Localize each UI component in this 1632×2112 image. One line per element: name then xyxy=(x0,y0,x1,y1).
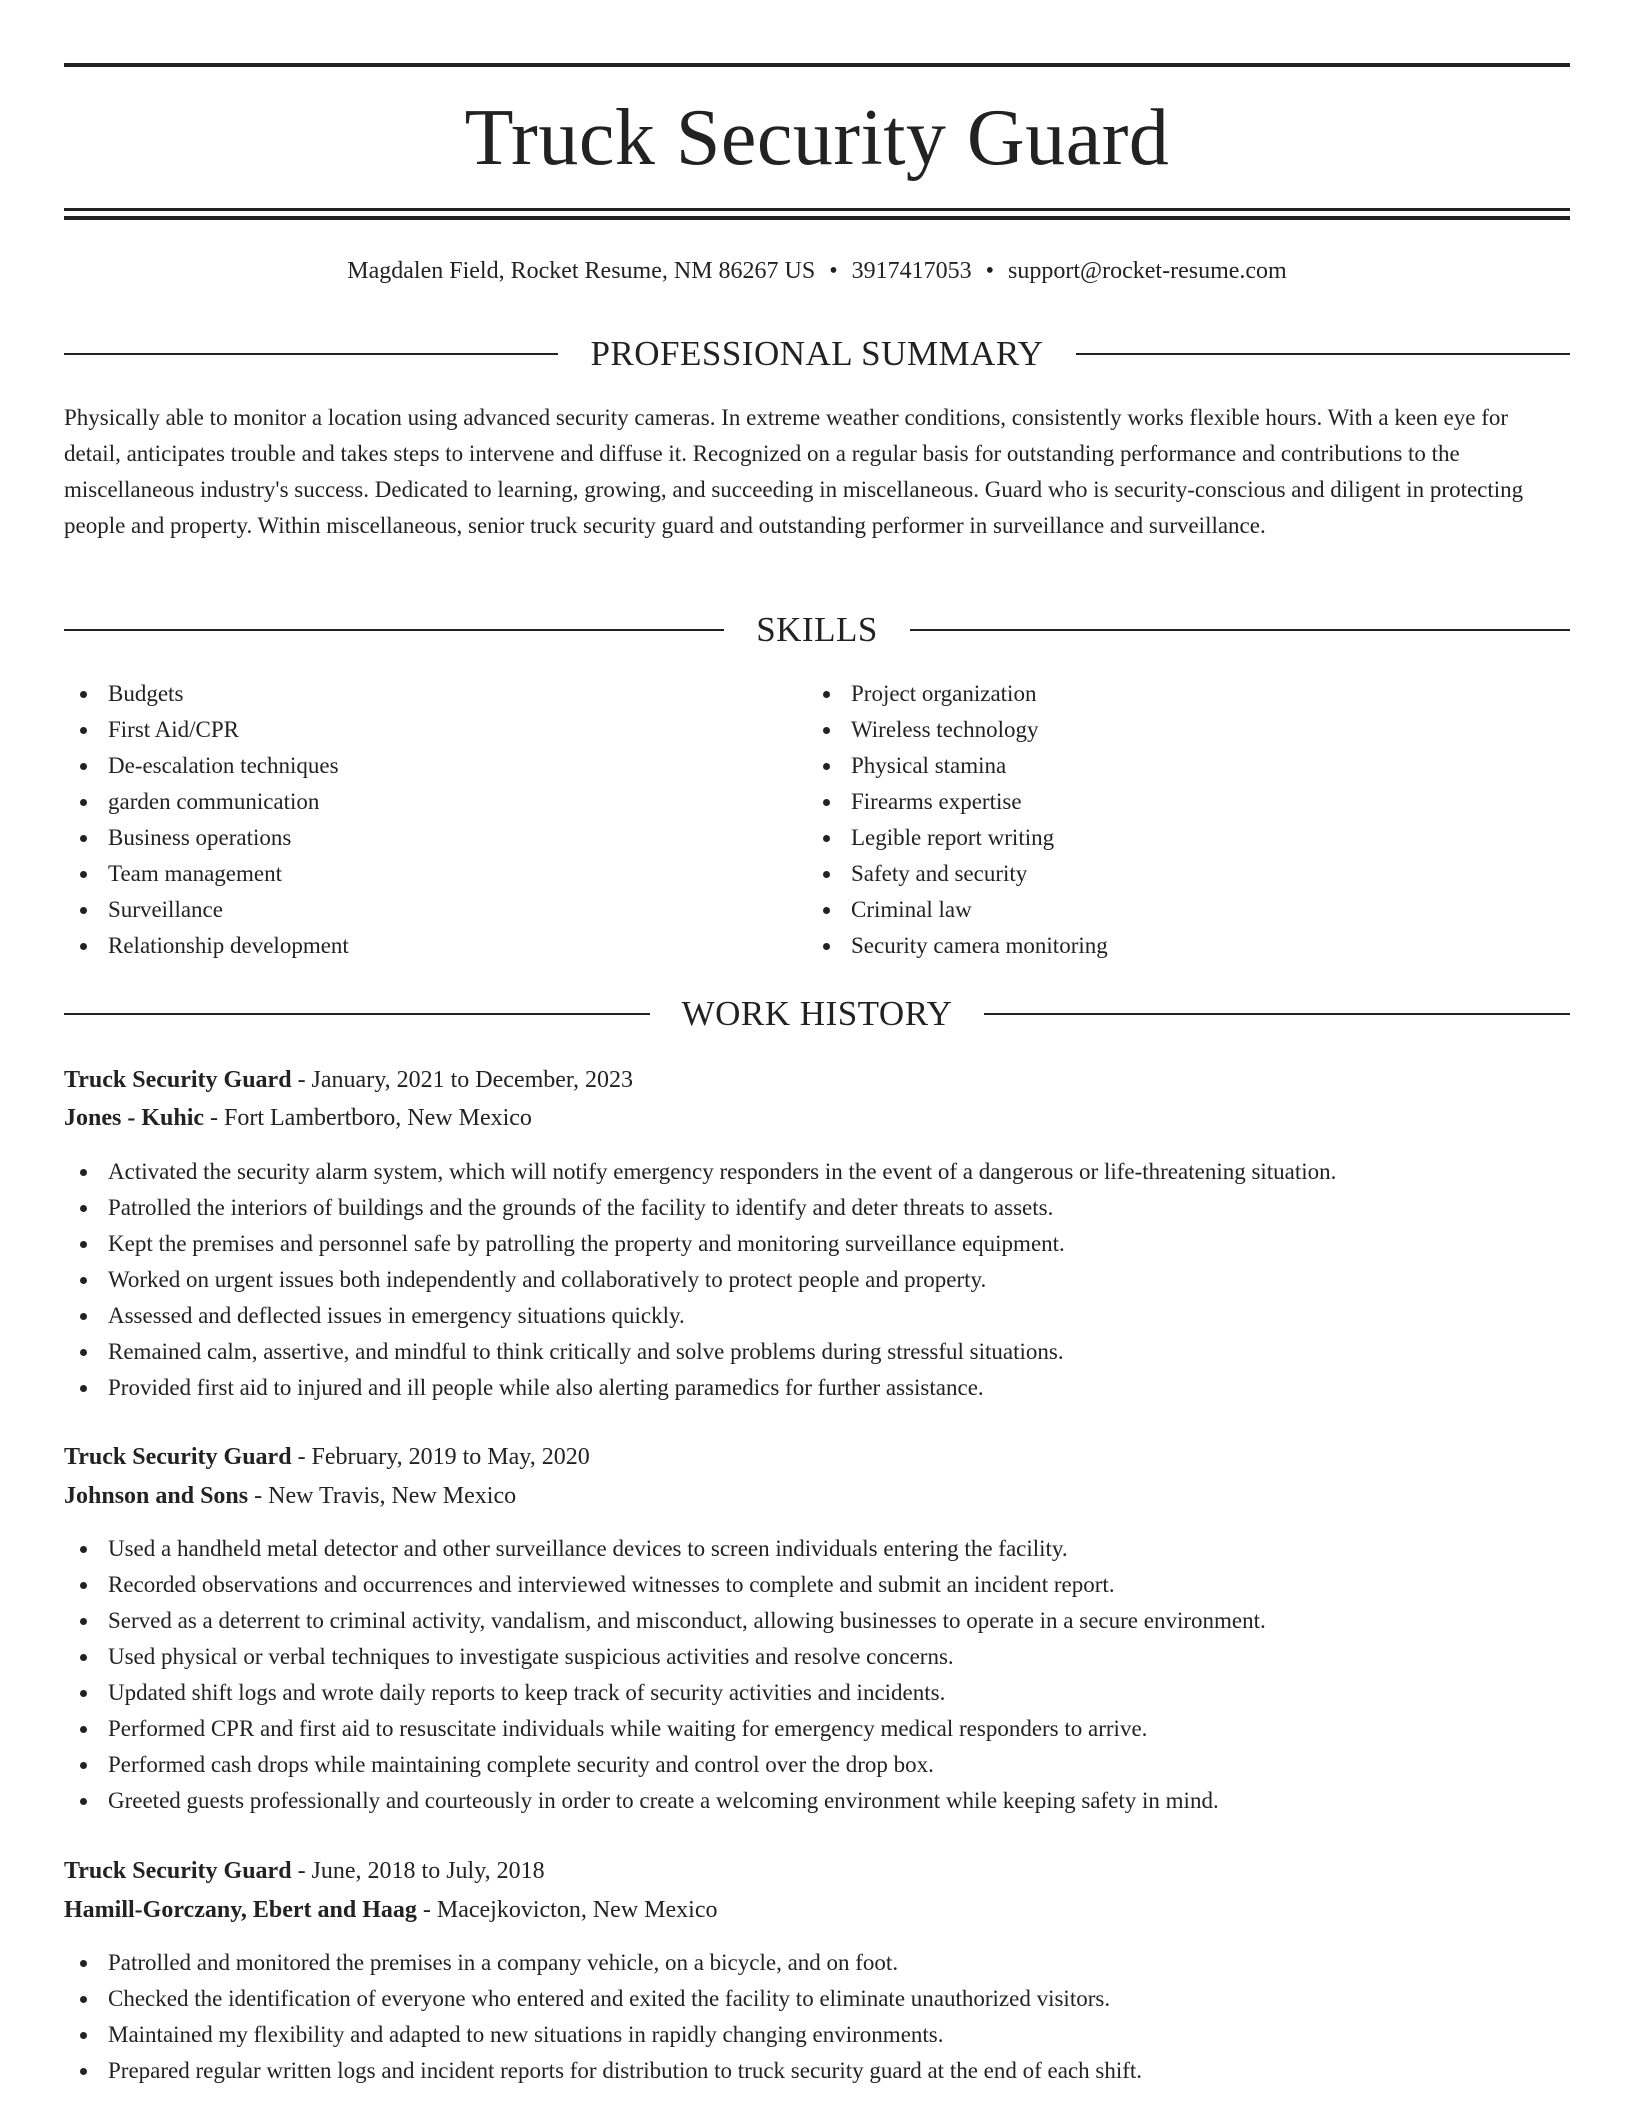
skill-item: Wireless technology xyxy=(807,712,1507,748)
contact-line xyxy=(64,256,1570,286)
job-dates: - June, 2018 to July, 2018 xyxy=(291,1858,545,1884)
summary-heading xyxy=(64,332,1570,376)
job-bullet: Provided first aid to injured and ill people while also alerting paramedics for further assistance. xyxy=(64,1370,1570,1406)
job-bullet: Kept the premises and personnel safe by patrolling the property and monitoring surveillance equipment. xyxy=(64,1226,1570,1262)
job-company: Hamill-Gorczany, Ebert and Haag xyxy=(64,1897,417,1923)
job-bullet: Recorded observations and occurrences and interviewed witnesses to complete and submit an incident report. xyxy=(64,1567,1570,1603)
job-company: Jones - Kuhic xyxy=(64,1105,205,1131)
job-title-line xyxy=(64,1438,590,1476)
skills-heading xyxy=(64,608,1570,652)
header-divider-thin xyxy=(64,208,1570,211)
job-bullet: Prepared regular written logs and incident reports for distribution to truck security guard at the end of each shift. xyxy=(64,2053,1570,2089)
contact-separator: • xyxy=(829,258,838,284)
job-bullet: Patrolled the interiors of buildings and the grounds of the facility to identify and deter threats to assets. xyxy=(64,1190,1570,1226)
work-title: WORK HISTORY xyxy=(681,994,953,1033)
job-bullets xyxy=(64,1531,1570,1819)
job-bullets xyxy=(64,1154,1570,1406)
job-bullet: Assessed and deflected issues in emergency situations quickly. xyxy=(64,1298,1570,1334)
job-title-line xyxy=(64,1061,633,1099)
job-bullet: Checked the identification of everyone who entered and exited the facility to eliminate unauthorized visitors. xyxy=(64,1981,1570,2017)
job-bullet: Maintained my flexibility and adapted to new situations in rapidly changing environments. xyxy=(64,2017,1570,2053)
job-company-line xyxy=(64,1099,532,1137)
heading-rule-left xyxy=(64,1013,650,1015)
job-company-line xyxy=(64,1477,516,1515)
skill-item: garden communication xyxy=(64,784,764,820)
job-bullet: Remained calm, assertive, and mindful to think critically and solve problems during stressful situations. xyxy=(64,1334,1570,1370)
skill-item: Business operations xyxy=(64,820,764,856)
job-title: Truck Security Guard xyxy=(64,1858,292,1884)
contact-address: Magdalen Field, Rocket Resume, NM 86267 US xyxy=(347,258,816,284)
skill-item: Physical stamina xyxy=(807,748,1507,784)
job-bullet: Worked on urgent issues both independently and collaboratively to protect people and property. xyxy=(64,1262,1570,1298)
job-bullet: Greeted guests professionally and courteously in order to create a welcoming environment while keeping safety in mind. xyxy=(64,1783,1570,1819)
job-bullets xyxy=(64,1945,1570,2089)
contact-phone: 3917417053 xyxy=(851,258,972,284)
skill-item: Safety and security xyxy=(807,856,1507,892)
job-bullet: Updated shift logs and wrote daily reports to keep track of security activities and incidents. xyxy=(64,1675,1570,1711)
job-company: Johnson and Sons xyxy=(64,1483,249,1509)
heading-rule-right xyxy=(984,1013,1570,1015)
header-divider-thick xyxy=(64,216,1570,220)
job-company-line xyxy=(64,1891,717,1929)
job-location: - New Travis, New Mexico xyxy=(248,1483,517,1509)
job-bullet: Activated the security alarm system, which will notify emergency responders in the event of a dangerous or life-threatening situation. xyxy=(64,1154,1570,1190)
job-bullet: Patrolled and monitored the premises in a company vehicle, on a bicycle, and on foot. xyxy=(64,1945,1570,1981)
skill-item: Criminal law xyxy=(807,892,1507,928)
job-dates: - February, 2019 to May, 2020 xyxy=(291,1444,590,1470)
heading-rule-left xyxy=(64,629,724,631)
job-bullet: Served as a deterrent to criminal activity, vandalism, and misconduct, allowing businesses to operate in a secure environment. xyxy=(64,1603,1570,1639)
skill-item: Relationship development xyxy=(64,928,764,964)
contact-email: support@rocket-resume.com xyxy=(1008,258,1287,284)
summary-text: Physically able to monitor a location using advanced security cameras. In extreme weather conditions, consistently works flexible hours. With a keen eye for detail, anticipates trouble and takes steps to intervene and diffuse it. Recognized on a regular basis for outstanding performance and contributions to the miscellaneous industry's success. Dedicated to learning, growing, and succeeding in miscellaneous. Guard who is security-conscious and diligent in protecting people and property. Within miscellaneous, senior truck security guard and outstanding performer in surveillance and surveillance. xyxy=(64,405,1524,538)
heading-rule-right xyxy=(910,629,1570,631)
skill-item: Budgets xyxy=(64,676,764,712)
job-title-line xyxy=(64,1852,545,1890)
resume-name: Truck Security Guard xyxy=(464,94,1170,182)
job-location: - Macejkovicton, New Mexico xyxy=(416,1897,718,1923)
skill-item: Team management xyxy=(64,856,764,892)
job-location: - Fort Lambertboro, New Mexico xyxy=(204,1105,532,1131)
heading-rule-right xyxy=(1076,353,1570,355)
job-bullet: Performed CPR and first aid to resuscitate individuals while waiting for emergency medical responders to arrive. xyxy=(64,1711,1570,1747)
skill-item: Surveillance xyxy=(64,892,764,928)
job-bullet: Performed cash drops while maintaining complete security and control over the drop box. xyxy=(64,1747,1570,1783)
skill-item: De-escalation techniques xyxy=(64,748,764,784)
summary-title: PROFESSIONAL SUMMARY xyxy=(590,334,1044,373)
skill-item: Firearms expertise xyxy=(807,784,1507,820)
job-title: Truck Security Guard xyxy=(64,1067,292,1093)
skill-item: Security camera monitoring xyxy=(807,928,1507,964)
heading-rule-left xyxy=(64,353,558,355)
job-dates: - January, 2021 to December, 2023 xyxy=(291,1067,633,1093)
skills-list-left xyxy=(64,676,764,964)
contact-separator: • xyxy=(985,258,995,284)
job-title: Truck Security Guard xyxy=(64,1444,292,1470)
job-bullet: Used a handheld metal detector and other surveillance devices to screen individuals entering the facility. xyxy=(64,1531,1570,1567)
skills-title: SKILLS xyxy=(756,610,878,649)
skills-list-right xyxy=(807,676,1507,964)
work-heading xyxy=(64,992,1570,1036)
top-divider xyxy=(64,63,1570,67)
skill-item: Legible report writing xyxy=(807,820,1507,856)
job-bullet: Used physical or verbal techniques to investigate suspicious activities and resolve concerns. xyxy=(64,1639,1570,1675)
skill-item: First Aid/CPR xyxy=(64,712,764,748)
skill-item: Project organization xyxy=(807,676,1507,712)
